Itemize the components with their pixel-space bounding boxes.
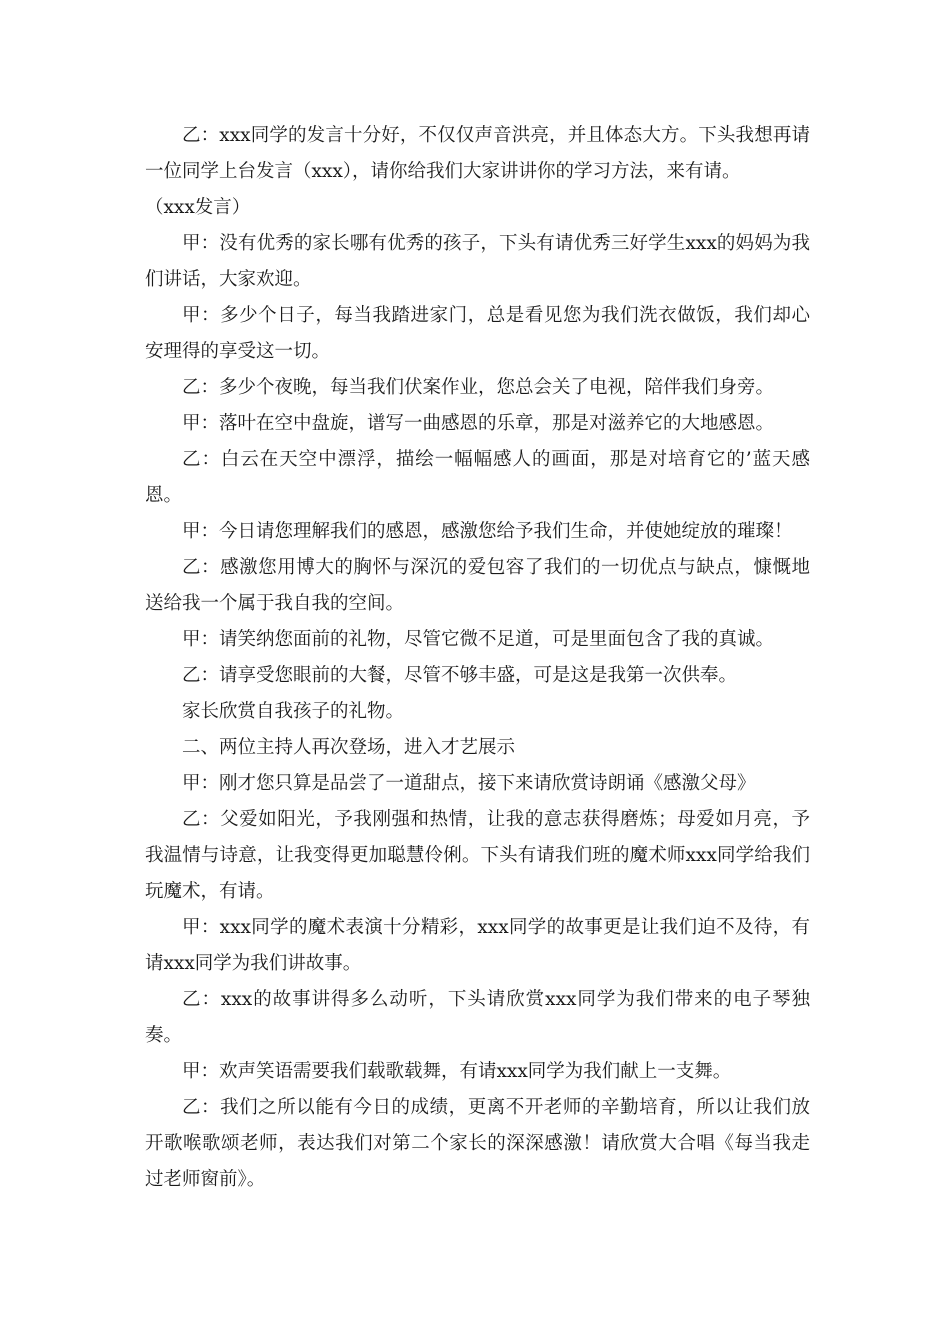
paragraph-18: 甲：欢声笑语需要我们载歌载舞，有请xxx同学为我们献上一支舞。 bbox=[182, 1061, 732, 1082]
paragraph-2: （xxx发言） bbox=[145, 197, 251, 218]
paragraph-12: 家长欣赏自我孩子的礼物。 bbox=[182, 701, 405, 722]
paragraph-7: 乙：白云在天空中漂浮，描绘一幅幅感人的画面，那是对培育它的’蓝天感恩。 bbox=[145, 449, 810, 506]
paragraph-1: 乙：xxx同学的发言十分好，不仅仅声音洪亮，并且体态大方。下头我想再请一位同学上台发言（xxx），请你给我们大家讲讲你的学习方法，来有请。 bbox=[145, 125, 810, 182]
paragraph-3: 甲：没有优秀的家长哪有优秀的孩子，下头有请优秀三好学生xxx的妈妈为我们讲话，大家欢迎。 bbox=[145, 233, 810, 290]
paragraph-13: 二、两位主持人再次登场，进入才艺展示 bbox=[182, 737, 516, 758]
paragraph-8: 甲：今日请您理解我们的感恩，感激您给予我们生命，并使她绽放的璀璨！ bbox=[182, 521, 793, 542]
paragraph-19: 乙：我们之所以能有今日的成绩，更离不开老师的辛勤培育，所以让我们放开歌喉歌颂老师，表达我们对第二个家长的深深感激！请欣赏大合唱《每当我走过老师窗前》。 bbox=[145, 1097, 810, 1190]
paragraph-4: 甲：多少个日子，每当我踏进家门，总是看见您为我们洗衣做饭，我们却心安理得的享受这一切。 bbox=[145, 305, 810, 362]
paragraph-11: 乙：请享受您眼前的大餐，尽管不够丰盛，可是这是我第一次供奉。 bbox=[182, 665, 738, 686]
paragraph-14: 甲：刚才您只算是品尝了一道甜点，接下来请欣赏诗朗诵《感激父母》 bbox=[182, 773, 756, 794]
paragraph-9: 乙：感激您用博大的胸怀与深沉的爱包容了我们的一切优点与缺点，慷慨地送给我一个属于我自我的空间。 bbox=[145, 557, 810, 614]
paragraph-6: 甲：落叶在空中盘旋，谱写一曲感恩的乐章，那是对滋养它的大地感恩。 bbox=[182, 413, 775, 434]
paragraph-10: 甲：请笑纳您面前的礼物，尽管它微不足道，可是里面包含了我的真诚。 bbox=[182, 629, 775, 650]
paragraph-5: 乙：多少个夜晚，每当我们伏案作业，您总会关了电视，陪伴我们身旁。 bbox=[182, 377, 775, 398]
paragraph-16: 甲：xxx同学的魔术表演十分精彩，xxx同学的故事更是让我们迫不及待，有请xxx同学为我们讲故事。 bbox=[145, 917, 810, 974]
paragraph-15: 乙：父爱如阳光，予我刚强和热情，让我的意志获得磨炼；母爱如月亮，予我温情与诗意，让我变得更加聪慧伶俐。下头有请我们班的魔术师xxx同学给我们玩魔术，有请。 bbox=[145, 809, 810, 902]
paragraph-17: 乙：xxx的故事讲得多么动听，下头请欣赏xxx同学为我们带来的电子琴独奏。 bbox=[145, 989, 810, 1046]
